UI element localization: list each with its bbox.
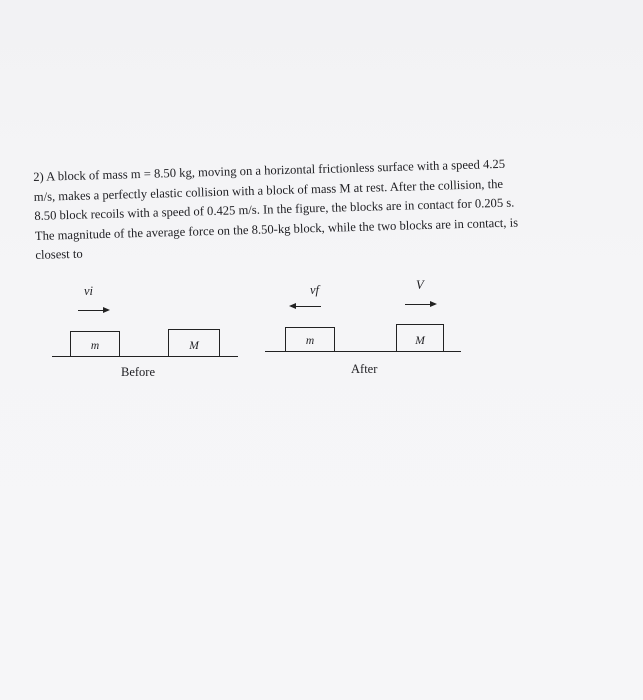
problem-line-4: The magnitude of the average force on the 8.50-kg block, while the two blocks are in contact, is <box>34 214 519 243</box>
before-block-small-label: m <box>90 340 100 352</box>
after-block-large-label: M <box>415 335 425 347</box>
after-caption: After <box>351 362 378 376</box>
after-velocity-small-label: vf <box>310 283 320 297</box>
problem-line-5: closest to <box>35 246 83 262</box>
after-velocity-large-label: V <box>416 278 424 292</box>
before-block-large-label: M <box>189 340 199 352</box>
problem-line-3: 8.50 block recoils with a speed of 0.425 m/s. In the figure, the blocks are in contact for 0.205 s. <box>34 195 515 223</box>
before-caption: Before <box>121 365 156 379</box>
after-velocity-small-arrow <box>291 306 321 307</box>
after-block-large <box>396 324 444 352</box>
before-velocity-arrow <box>78 310 108 311</box>
problem-line-2: m/s, makes a perfectly elastic collision with a block of mass M at rest. After the collision, the <box>33 176 504 204</box>
problem-line-1: 2) A block of mass m = 8.50 kg, moving on a horizontal frictionless surface with a speed 4.25 <box>33 156 506 184</box>
before-block-large <box>168 329 220 357</box>
after-block-small-label: m <box>305 335 315 347</box>
before-block-small <box>70 331 120 357</box>
after-block-small <box>285 327 335 352</box>
before-velocity-label: vi <box>84 284 94 298</box>
after-velocity-large-arrow <box>405 304 435 305</box>
